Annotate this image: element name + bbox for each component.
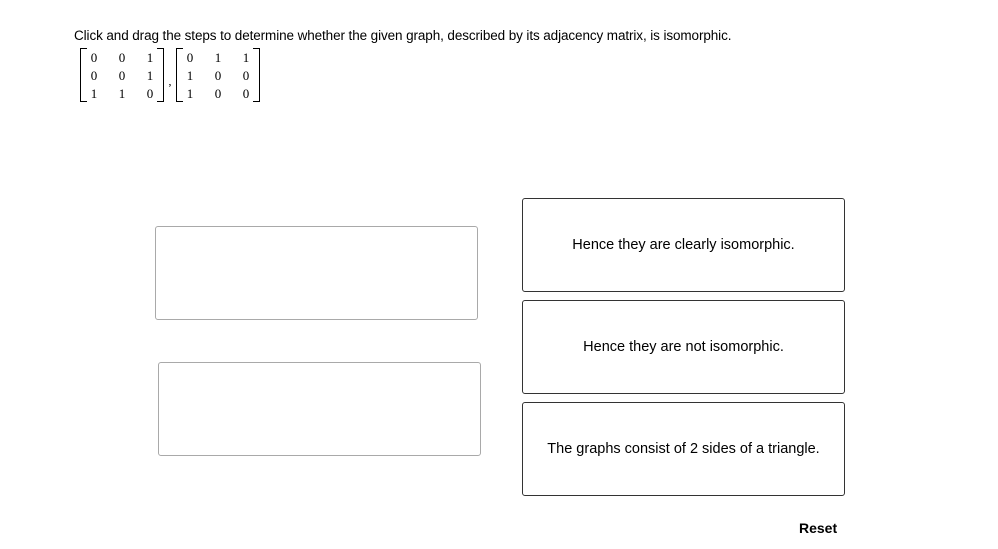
matrix-cell: 1 <box>146 67 154 83</box>
drop-zone-1[interactable] <box>155 226 478 320</box>
matrix-cell: 1 <box>242 49 250 65</box>
matrix-cell: 1 <box>186 85 194 101</box>
matrix-cell: 0 <box>146 85 154 101</box>
left-bracket <box>176 48 183 102</box>
step-card-label: Hence they are not isomorphic. <box>583 339 784 355</box>
adjacency-matrices <box>80 48 260 102</box>
matrix-cell: 0 <box>90 49 98 65</box>
step-card-label: The graphs consist of 2 sides of a triangle. <box>547 441 820 457</box>
matrix-cell: 0 <box>118 67 126 83</box>
drop-zone-2[interactable] <box>158 362 481 456</box>
step-card-not-isomorphic[interactable] <box>522 300 845 394</box>
matrix-cell: 0 <box>186 49 194 65</box>
step-card-triangle-sides[interactable] <box>522 402 845 496</box>
reset-button[interactable]: Reset <box>799 520 838 536</box>
matrix-cell: 1 <box>214 49 222 65</box>
matrix-separator: , <box>168 73 172 88</box>
matrix-cell: 1 <box>146 49 154 65</box>
left-bracket <box>80 48 87 102</box>
right-bracket <box>157 48 164 102</box>
matrix-cell: 0 <box>118 49 126 65</box>
matrix-cell: 1 <box>90 85 98 101</box>
matrix-cell: 0 <box>214 85 222 101</box>
matrix-cell: 0 <box>90 67 98 83</box>
adjacency-matrix-1 <box>80 48 164 102</box>
matrix-cell: 1 <box>118 85 126 101</box>
instructions-text: Click and drag the steps to determine whether the given graph, described by its adjacency matrix, is isomorphic. <box>74 28 732 43</box>
right-bracket <box>253 48 260 102</box>
matrix-cell: 0 <box>242 85 250 101</box>
step-card-label: Hence they are clearly isomorphic. <box>572 237 795 253</box>
matrix-cell: 0 <box>214 67 222 83</box>
matrix-cell: 0 <box>242 67 250 83</box>
matrix-cell: 1 <box>186 67 194 83</box>
step-card-clearly-isomorphic[interactable] <box>522 198 845 292</box>
adjacency-matrix-2 <box>176 48 260 102</box>
